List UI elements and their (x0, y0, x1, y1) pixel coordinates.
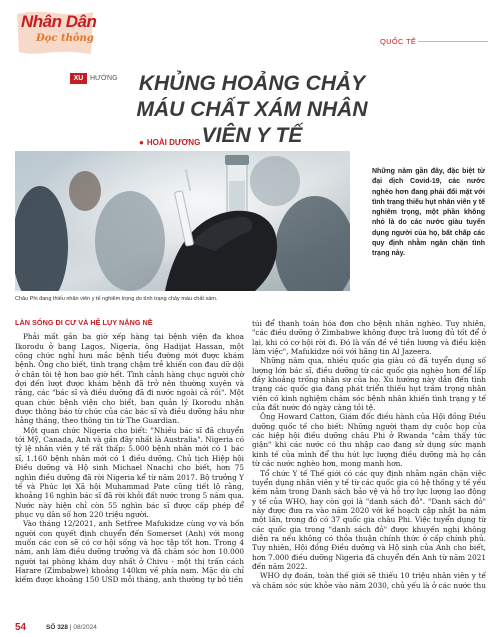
issue-date: 08/2024 (73, 624, 97, 631)
section-divider (418, 41, 488, 42)
body-column-left (15, 318, 244, 585)
trend-tag-label: HƯỚNG (90, 75, 118, 82)
body-paragraph: túi để thanh toán hóa đơn cho bệnh nhân nghèo. Tuy nhiên, "các điều dưỡng ở Zimbabwe không được trả lương đủ tốt để ở lại, khi có cơ hội rời đi. Đó là vấn đề về tiền lương và điều kiện làm việc", Mafukidze nói với hãng tin Al Jazeera. (252, 319, 486, 357)
bullet-icon: ● (139, 138, 144, 147)
section-subheading: LÀN SÓNG DI CƯ VÀ HỆ LỤY NẶNG NỀ (15, 318, 153, 327)
trend-tag-badge: XU (70, 73, 87, 84)
body-paragraph: Những năm qua, nhiều quốc gia giàu có đã tuyển dụng số lượng lớn bác sĩ, điều dưỡng từ các quốc gia nghèo hơn để lấp đầy khoảng trống nhân sự của họ. Xu hướng này dẫn đến tình trạng các quốc gia đang phát triển thiếu hụt trầm trọng nhân viên có kinh nghiệm chăm sóc bệnh nhân khiến tình trạng y tế của đất nước đó ngày càng tồi tệ. (252, 356, 486, 413)
article-sapo: Những năm gần đây, đặc biệt từ đại dịch Covid-19, các nước nghèo hơn đang phải đối mặt với tình trạng thiếu hụt nhân viên y tế nghiêm trọng, một phần không nhỏ là do các nước giàu tuyển dụng người của họ, bất chấp các quy định nhằm ngăn chặn tình trạng này. (372, 168, 485, 258)
photo-caption: Châu Phi đang thiếu nhân viên y tế nghiêm trọng do tình trạng chảy máu chất xám. (15, 296, 218, 302)
body-column-right (252, 319, 486, 590)
section-label: QUỐC TẾ (380, 37, 417, 46)
body-paragraph: Vào tháng 12/2021, anh Setfree Mafukidze cùng vợ và bốn người con quyết định chuyển đến Somerset (Anh) với mong muốn các con sẽ có cơ hội sống và học tập tốt hơn. Trong 4 năm, anh làm điều dưỡng trưởng và đã chăm sóc hơn 10.000 người tại phòng khám duy nhất ở Chivu - một thị trấn cách Harare (Zimbabwe) khoảng 140km về phía nam. Mặc dù chỉ kiếm được khoảng 150 USD mỗi tháng, anh thường tự bỏ tiền (15, 519, 244, 585)
page-number: 54 (15, 622, 27, 633)
body-paragraph: Ông Howard Catton, Giám đốc điều hành của Hội đồng Điều dưỡng quốc tế cho biết: Những người thạm dự cuộc họp của các hiệp hội điều dưỡng châu Phi ở Rwanda "cảm thấy tức giận" khi các nước có thu nhập cao đang sử dụng sức mạnh kinh tế của mình để thu hút lực lượng điều dưỡng mà họ cần từ các nước nghèo hơn, mong manh hơn. (252, 412, 486, 469)
body-paragraph: WHO dự đoán, toàn thế giới sẽ thiếu 10 triệu nhân viên y tế và chăm sóc sức khỏe vào năm 2030, chủ yếu là ở các nước thu (252, 571, 486, 590)
article-photo (15, 151, 350, 291)
issue-info: SỐ 328 | 08/2024 (46, 624, 97, 631)
body-paragraph: Phải mất gần ba giờ xếp hàng tại bệnh viện đa khoa Ikorodu ở bang Lagos, Nigeria, ông Hadijat Hassan, một công chức nghỉ hưu mắc bệnh tiểu đường mới được khám bệnh. Ông cho biết, tình trạng chậm trễ khiến con đau dữ dội ở chân tôi tệ hơn bao giờ hết. Tình cảnh hàng chục người chờ đợi đến lượt được khám bệnh đã trở nên thường xuyên và rằng, các "bác sĩ và điều dưỡng đã đi nước ngoài cả rồi". Một quan chức bệnh viện cho biết, ban quản lý Ikorodu nhận được thông báo từ chức của các bác sĩ và điều dưỡng hầu như hằng tháng, theo thông tin từ The Guardian. (15, 332, 244, 426)
author-name: HOÀI DƯƠNG (146, 138, 201, 147)
author-byline (139, 138, 200, 147)
body-paragraph: Tổ chức Y tế Thế giới có các quy định nhằm ngăn chặn việc tuyển dụng nhân viên y tế từ các quốc gia có hệ thống y tế yếu kém nằm trong Danh sách bảo vệ và hỗ trợ lực lượng lao động y tế của WHO, hay còn gọi là "danh sách đỏ". "Danh sách đỏ" này được đưa ra vào năm 2020 với kế hoạch cập nhật ba năm một lần, trong đó có 37 quốc gia châu Phi. Việc tuyển dụng từ các quốc gia trong "danh sách đỏ" được khuyến nghị không diễn ra nếu không có thỏa thuận chính thức ở cấp chính phủ. Tuy nhiên, Hội đồng Điều dưỡng và Hộ sinh của Anh cho biết, hơn 7.000 điều dưỡng Nigeria đã chuyển đến Anh từ năm 2021 đến năm 2022. (252, 468, 486, 571)
body-paragraph: Một quan chức Nigeria cho biết: "Nhiều bác sĩ đã chuyển tới Mỹ, Canada, Anh và gần đây nhất là Australia". Nigeria có tỷ lệ nhân viên y tế rất thấp: 5.000 bệnh nhân mới có 1 bác sĩ, 1.160 bệnh nhân mới có 1 điều dưỡng. Chủ tịch Hiệp hội Điều dưỡng và Hộ sinh Michael Nnachi cho biết, hơn 75 nghìn điều dưỡng đã rời Nigeria kể từ năm 2017. Bộ trưởng Y tế và Phúc lợi Xã hội Muhammad Pate cũng tiết lộ rằng, khoảng 16 nghìn bác sĩ đã rời khỏi đất nước trong 5 năm qua. Nước này hiện chỉ còn 55 nghìn bác sĩ được cấp phép để phục vụ dân số hơn 220 triệu người. (15, 425, 244, 519)
article-headline: KHỦNG HOẢNG CHẢY MÁU CHẤT XÁM NHÂN VIÊN Y TẾ (136, 72, 368, 147)
logo-subtitle: Đọc thông (36, 33, 94, 44)
issue-number: SỐ 328 (46, 624, 69, 631)
logo-title[interactable]: Nhân Dân (21, 12, 97, 31)
